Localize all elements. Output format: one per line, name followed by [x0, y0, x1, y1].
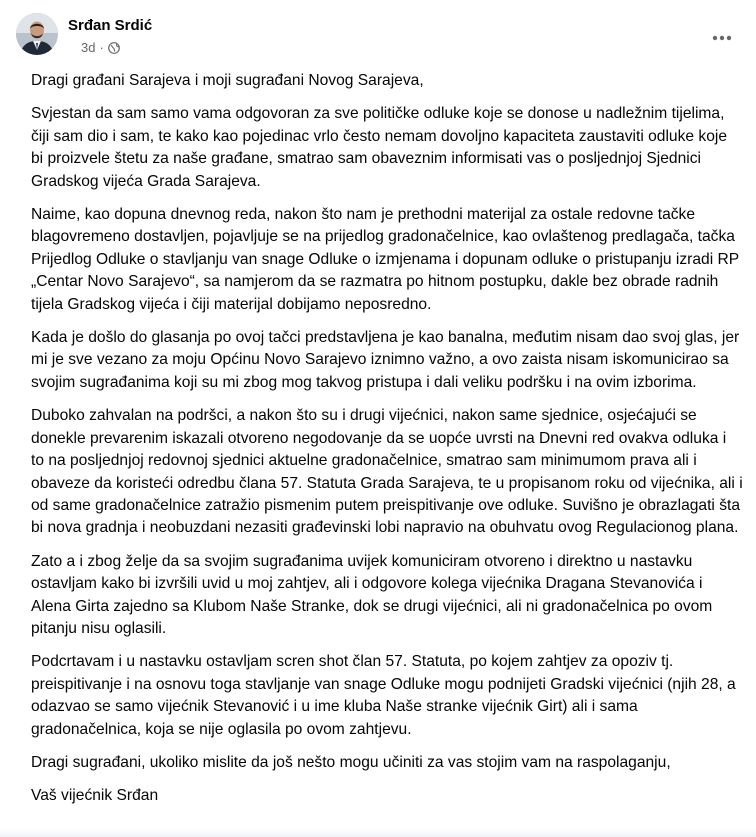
post-paragraph: Duboko zahvalan na podršci, a nakon što su i drugi vijećnici, nakon same sjednice, osjećajući se donekle prevarenim iskazali otvoreno negodovanje da se uopće uvrsti na Dnevni red ovakva odluka i to na posljednjoj redovnoj sjednici aktuelne gradonačelnice, smatrao sam minimumom prava ali i obaveze da koristeći odredbu člana 57. Statuta Grada Sarajeva, te u propisanom roku od vijećnika, ali i od same gradonačelnice zatražio pismenim putem preispitivanje ove odluke. Suvišno je obrazlagati šta bi nova gradnja i neobuzdani nezasiti građevinski lobi napravio na obuhvatu ovog Regulacionog plana.	[31, 407, 743, 537]
author-name[interactable]: Srđan Srdić	[68, 17, 153, 34]
globe-icon[interactable]	[108, 42, 120, 54]
avatar[interactable]	[16, 13, 58, 55]
post-header	[0, 0, 756, 70]
post-paragraph: Svjestan da sam samo vama odgovoran za sve političke odluke koje se donose u nadležnim tijelima, čiji sam dio i sam, te kako kao pojedinac vrlo često nemam dovoljno kapaciteta zaustaviti odluke koje bi proizvele štetu za naše građane, smatrao sam obaveznim informisati vas o posljednjoj Sjednici Gradskog vijeća Grada Sarajeva.	[31, 105, 728, 190]
post-paragraph: Zato a i zbog želje da sa svojim sugrađanima uvijek komuniciram otvoreno i direktno u nastavku ostavljam kako bi izvršili uvid u moj zahtjev, ali i odgovore kolega vijećnika Dragana Stevanovića i Alena Girta zajedno sa Klubom Naše Stranke, dok se drugi vijećnici, ali ni gradonačelnica po ovom pitanju nisu oglasili.	[31, 552, 713, 637]
more-options-button[interactable]	[704, 22, 740, 54]
post-paragraph: Vaš vijećnik Srđan	[31, 787, 159, 805]
post-paragraph: Dragi građani Sarajeva i moji sugrađani Novog Sarajeva,	[31, 72, 424, 89]
post-paragraph: Naime, kao dopuna dnevnog reda, nakon što nam je prethodni materijal za ostale redovne tačke blagovremeno dostavljen, pojavljuje se na prijedlog gradonačelnice, kao ovlaštenog predlagača, tačka Prijedlog Odluke o stavljanju van snage Odluke o izmjenama i dopunam odluke o pristupanju izradi RP „Centar Novo Sarajevo“, sa namjerom da se razmatra po hitnom postupku, dakle bez obrade radnih tijela Gradskog vijeća i čiji materijal dobijamo neposredno.	[31, 206, 739, 313]
more-horizontal-icon	[712, 35, 732, 41]
post-paragraph: Kada je došlo do glasanja po ovoj tačci predstavljena je kao banalna, međutim nisam dao svoj glas, jer mi je sve vezano za moju Općinu Novo Sarajevo iznimno važno, a ovo zaista nisam iskomunicirao sa svojim sugrađanima koji su mi zbog mog takvog pristupa i dali veliku podršku i na ovim izborima.	[31, 329, 740, 391]
post-meta	[81, 40, 120, 55]
post-paragraph: Dragi sugrađani, ukoliko mislite da još nešto mogu učiniti za vas stojim vam na raspolaganju,	[31, 753, 671, 771]
post-time[interactable]: 3d	[81, 40, 96, 55]
post-bottom-edge	[0, 829, 756, 837]
meta-separator: ·	[99, 40, 104, 55]
post-paragraph: Podcrtavam i u nastavku ostavljam scren shot član 57. Statuta, po kojem zahtjev za opoziv tj. preispitivanje i na osnovu toga stavljanje van snage Odluke mogu podnijeti Gradski vijećnici (njih 28, a odazvao se samo vijećnik Stevanović i u ime kluba Naše stranke vijećnik Girt) ali i sama gradonačelnica, koja se nije oglasila po ovom zahtjevu.	[31, 653, 736, 738]
post-body	[31, 70, 743, 819]
avatar-photo	[16, 13, 58, 55]
